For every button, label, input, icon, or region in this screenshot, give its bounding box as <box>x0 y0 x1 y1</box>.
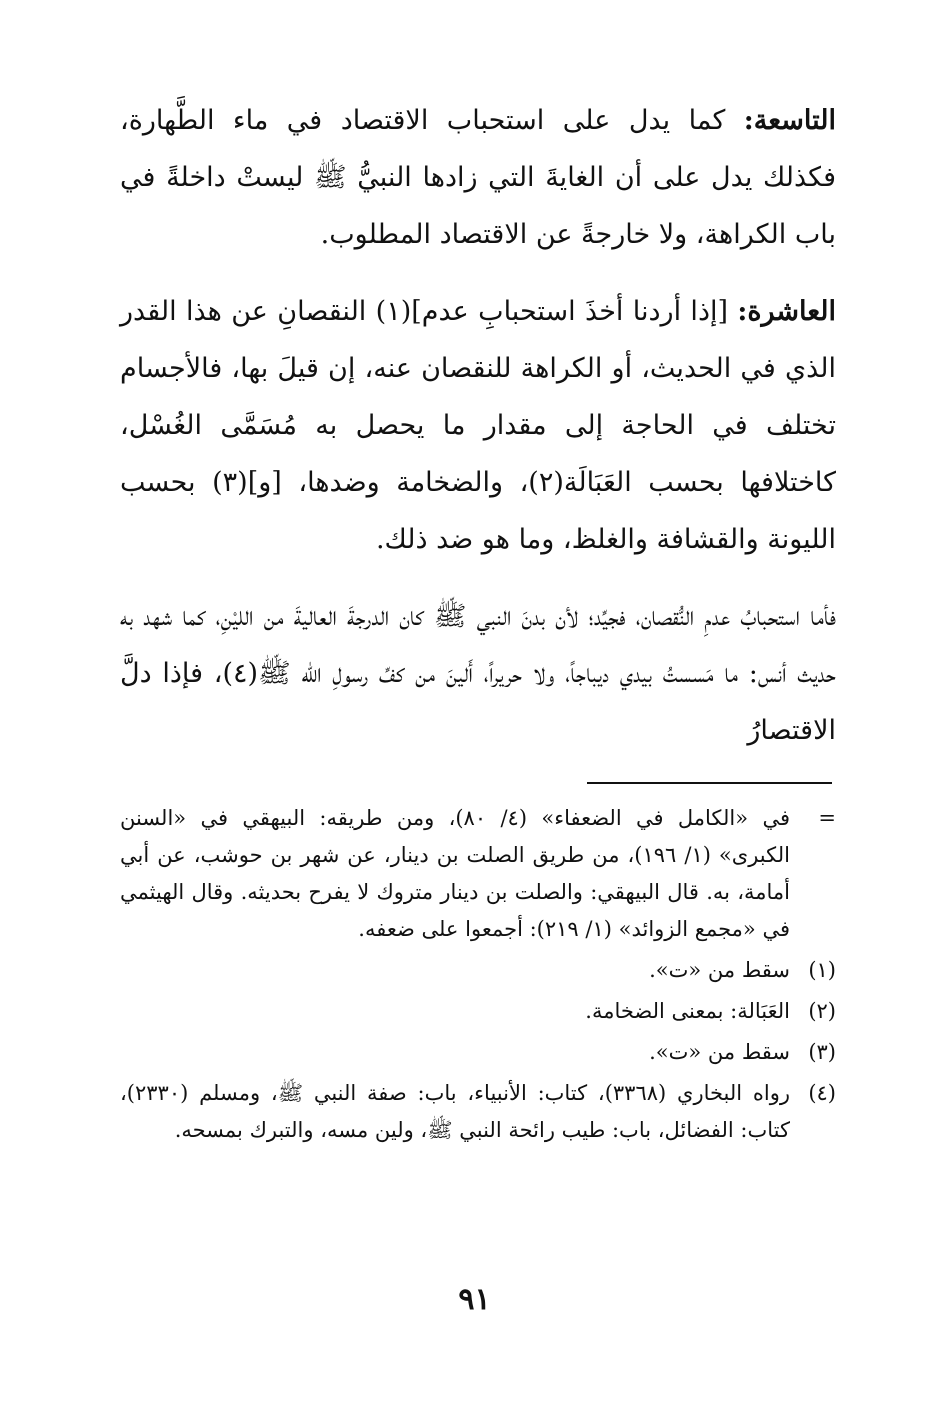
paragraph-body: فأما استحبابُ عدمِ النُّقصان، فجيِّد؛ لأن بدنَ النبي ﷺ كان الدرجةَ العاليةَ من الليْنِ، كما شهد به حديث أنس: ما مَسستُ بيدي ديباجاً، ولا حريراً، أَلينَ من كفِّ رسولِ الله ﷺ(٤)، فإذا دلَّ الاقتصارُ <box>120 601 836 746</box>
paragraph-continuation <box>120 588 836 759</box>
footnote-marker: (٤) <box>808 1081 836 1105</box>
paragraph-body: كما يدل على استحباب الاقتصاد في ماء الطَّهارة، فكذلك يدل على أن الغايةَ التي زادها النبيُّ ﷺ ليستْ داخلةً في باب الكراهة، ولا خارجةً عن الاقتصاد المطلوب. <box>120 105 836 250</box>
footnote-divider <box>587 782 832 784</box>
main-text <box>120 92 836 779</box>
footnote-text: رواه البخاري (٣٣٦٨)، كتاب: الأنبياء، باب: صفة النبي ﷺ، ومسلم (٢٣٣٠)، كتاب: الفضائل، باب: طيب رائحة النبي ﷺ، ولين مسه، والتبرك بمسحه. <box>120 1081 791 1142</box>
footnote-marker: (٢) <box>808 999 836 1023</box>
footnote-item <box>120 993 836 1030</box>
page-number: ٩١ <box>458 1282 491 1317</box>
footnote-marker: (١) <box>808 958 836 982</box>
paragraph-tenth <box>120 283 836 568</box>
footnote-text: سقط من «ت». <box>649 1040 790 1064</box>
paragraph-lead: التاسعة: <box>743 105 836 136</box>
paragraph-ninth <box>120 92 836 263</box>
footnote-text: العَبَالة: بمعنى الضخامة. <box>585 999 790 1023</box>
footnote-item <box>120 800 836 948</box>
paragraph-lead: العاشرة: <box>737 296 836 327</box>
footnote-item <box>120 952 836 989</box>
footnote-text: سقط من «ت». <box>649 958 790 982</box>
footnotes <box>120 800 836 1153</box>
footnote-item <box>120 1075 836 1149</box>
paragraph-body: [إذا أردنا أخذَ استحبابِ عدم](١) النقصانِ عن هذا القدر الذي في الحديث، أو الكراهة للنقصان عنه، إن قيلَ بها، فالأجسام تختلف في الحاجة إلى مقدار ما يحصل به مُسَمَّى الغُسْل، كاختلافها بحسب العَبَالَة(٢)، والضخامة وضدها، [و](٣) بحسب الليونة والقشافة والغلظ، وما هو ضد ذلك. <box>120 296 836 555</box>
footnote-item <box>120 1034 836 1071</box>
footnote-text: في «الكامل في الضعفاء» (٤/ ٨٠)، ومن طريقه: البيهقي في «السنن الكبرى» (١/ ١٩٦)، من طريق الصلت بن دينار، عن شهر بن حوشب، عن أبي أمامة، به. قال البيهقي: والصلت بن دينار متروك لا يفرح بحديثه. وقال الهيثمي في «مجمع الزوائد» (١/ ٢١٩): أجمعوا على ضعفه. <box>120 806 790 941</box>
footnote-marker: = <box>818 806 836 830</box>
footnote-marker: (٣) <box>808 1040 836 1064</box>
